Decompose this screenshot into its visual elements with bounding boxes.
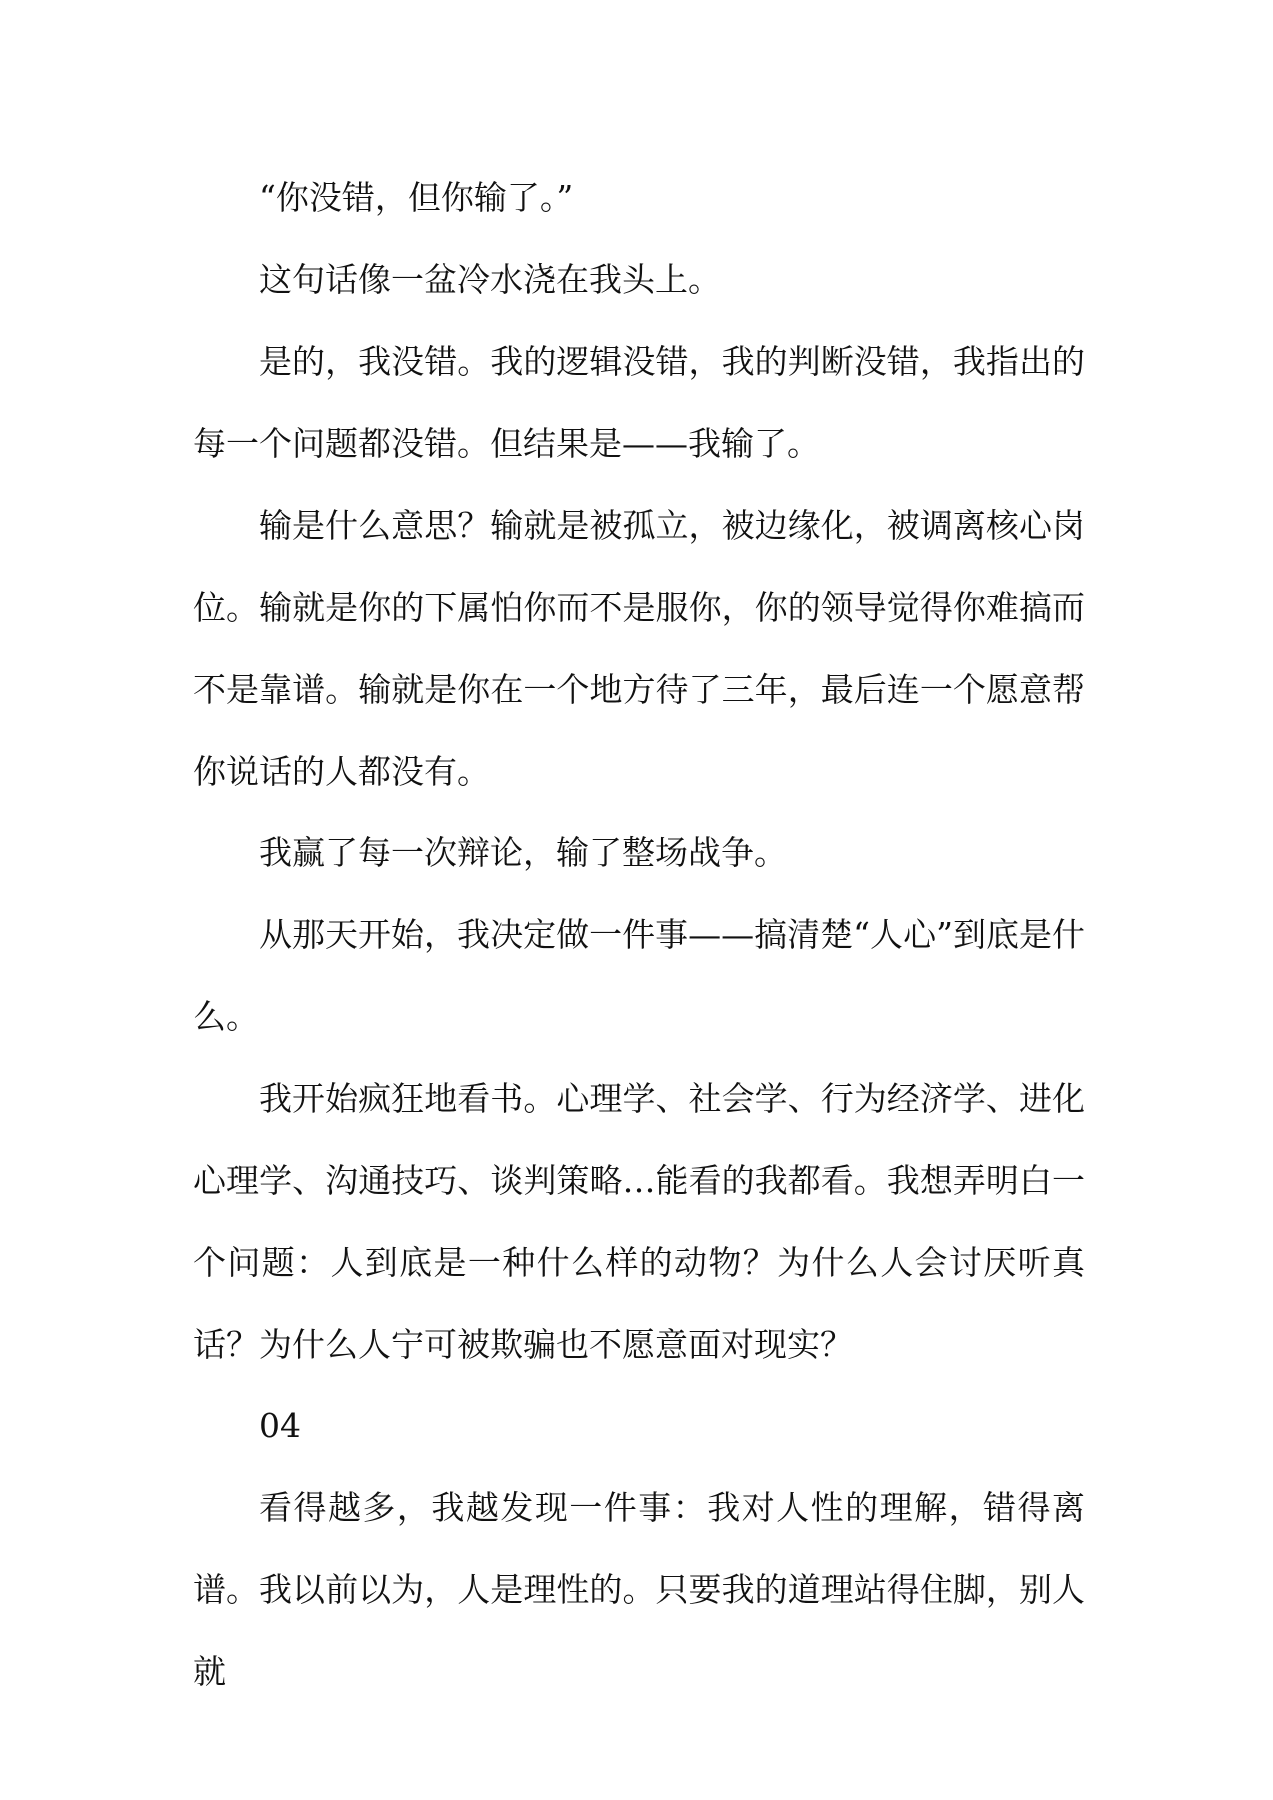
- paragraph-i-was-right: 是的，我没错。我的逻辑没错，我的判断没错，我指出的每一个问题都没错。但结果是——我输了。: [193, 342, 1085, 463]
- paragraph-discovery: 看得越多，我越发现一件事：我对人性的理解，错得离谱。: [193, 1488, 1085, 1609]
- paragraph-won-debates: 我赢了每一次辩论，输了整场战争。: [259, 833, 787, 872]
- paragraph-decision: 从那天开始，我决定做一件事——搞清楚“人心”到底是什么。: [193, 915, 1085, 1036]
- paragraph-cold-water: 这句话像一盆冷水浇在我头上。: [259, 260, 721, 299]
- paragraph-quote: “你没错，但你输了。”: [259, 178, 574, 217]
- paragraph-reading-books: 我开始疯狂地看书。心理学、社会学、行为经济学、进化心理学、沟通技巧、谈判策略…能看的我都看。我想弄明白一个问题：人到底是一种什么样的动物？为什么人会讨厌听真话？为什么人宁可被欺骗也不愿意面对现实？: [193, 1079, 1085, 1364]
- paragraph-rational-belief: 我以前以为，人是理性的。只要我的道理站得住脚，别人就: [193, 1570, 1085, 1691]
- paragraph-meaning-of-losing: 输是什么意思？输就是被孤立，被边缘化，被调离核心岗位。输就是你的下属怕你而不是服你，你的领导觉得你难搞而不是靠谱。输就是你在一个地方待了三年，最后连一个愿意帮你说话的人都没有。: [193, 506, 1085, 791]
- section-number: 04: [259, 1406, 301, 1445]
